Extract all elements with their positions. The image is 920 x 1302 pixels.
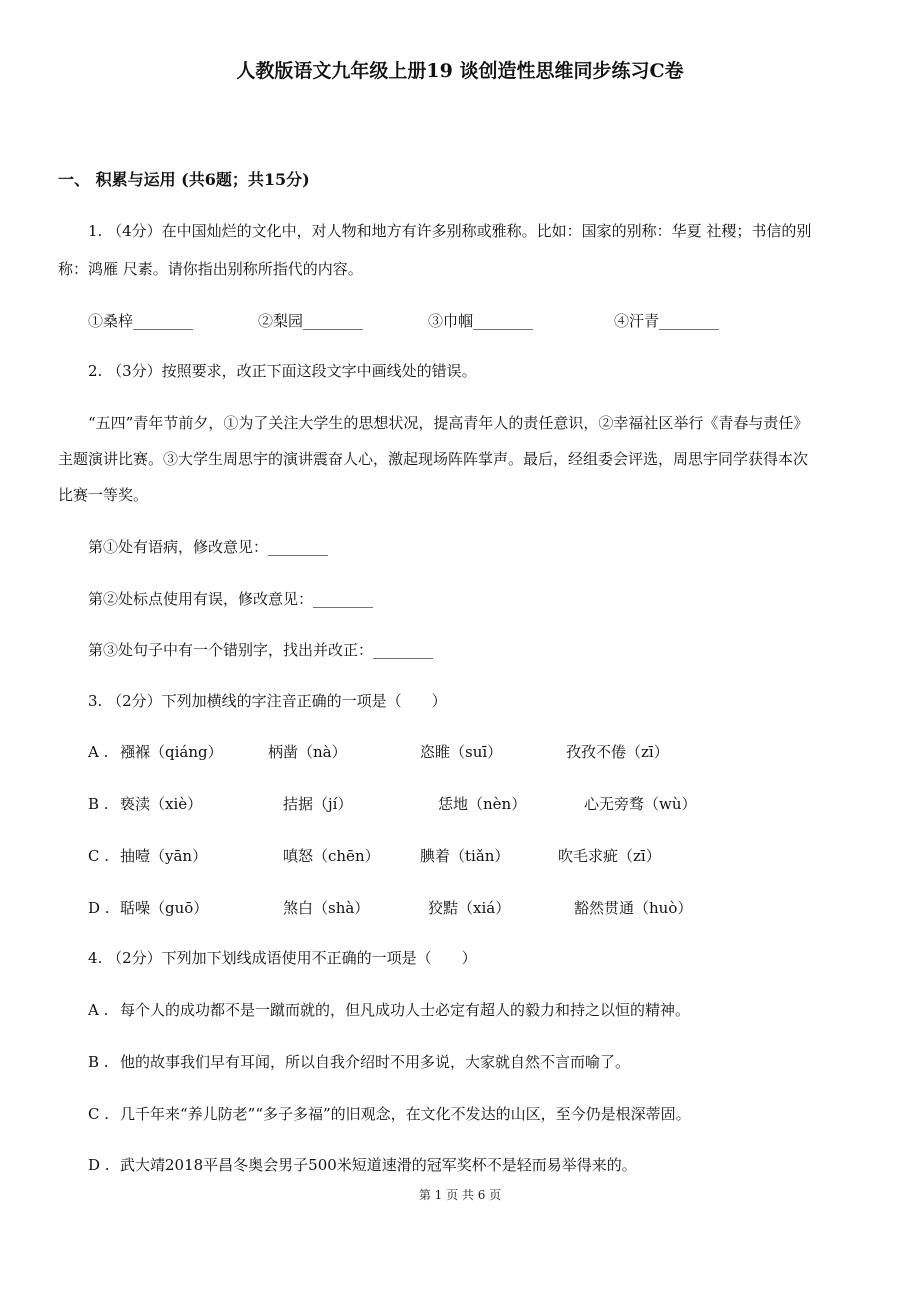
q1-item-3: ③巾帼________ bbox=[428, 312, 534, 330]
q3-option-c-label: C . bbox=[88, 847, 110, 865]
q2-stem: 2. （3分）按照要求，改正下面这段文字中画线处的错误。 bbox=[88, 362, 477, 380]
q1-item-4: ④汗青________ bbox=[614, 312, 720, 330]
q3-option-a-item: 孜孜不倦（zī） bbox=[566, 743, 669, 761]
document-title: 人教版语文九年级上册19 谈创造性思维同步练习C卷 bbox=[236, 60, 684, 82]
q3-stem: 3. （2分）下列加横线的字注音正确的一项是（ ） bbox=[88, 692, 447, 710]
q4-option-b-label: B . bbox=[88, 1053, 109, 1071]
q4-option-a-text: 每个人的成功都不是一蹴而就的，但凡成功人士必定有超人的毅力和持之以恒的精神。 bbox=[120, 1001, 691, 1019]
q2-passage-line2: 主题演讲比赛。③大学生周思宇的演讲震奋人心，激起现场阵阵掌声。最后，经组委会评选，周思宇同学获得本次 bbox=[58, 450, 809, 468]
q1-item-2: ②梨园________ bbox=[258, 312, 364, 330]
q3-option-c-item: 嗔怒（chēn） bbox=[283, 847, 380, 865]
q3-option-c-item: 抽噎（yān） bbox=[120, 847, 208, 865]
q3-option-c-item: 腆着（tiǎn） bbox=[420, 847, 510, 865]
q3-option-a-item: 襁褓（qiáng） bbox=[120, 743, 223, 761]
q4-option-c-label: C . bbox=[88, 1105, 110, 1123]
q2-sub-3: 第③处句子中有一个错别字，找出并改正：________ bbox=[88, 641, 434, 659]
q2-passage-line1: “五四”青年节前夕，①为了关注大学生的思想状况，提高青年人的责任意识，②幸福社区举行《青春与责任》 bbox=[88, 414, 809, 432]
q3-option-d-item: 煞白（shà） bbox=[283, 899, 370, 917]
q4-option-d-label: D . bbox=[88, 1156, 110, 1174]
q4-stem: 4. （2分）下列加下划线成语使用不正确的一项是（ ） bbox=[88, 949, 477, 967]
q2-sub-1: 第①处有语病，修改意见：________ bbox=[88, 538, 329, 556]
q4-option-b-text: 他的故事我们早有耳闻，所以自我介绍时不用多说，大家就自然不言而喻了。 bbox=[120, 1053, 631, 1071]
q3-option-d-item: 豁然贯通（huò） bbox=[574, 899, 693, 917]
q3-option-b-item: 心无旁骛（wù） bbox=[584, 795, 697, 813]
q1-stem-line1: 1. （4分）在中国灿烂的文化中，对人物和地方有许多别称或雅称。比如：国家的别称：华夏 社稷；书信的别 bbox=[88, 222, 812, 240]
q3-option-b-item: 亵渎（xiè） bbox=[120, 795, 203, 813]
q3-option-a-item: 恣睢（suī） bbox=[420, 743, 503, 761]
q2-passage-line3: 比赛一等奖。 bbox=[58, 486, 149, 504]
q4-option-c-text: 几千年来“养儿防老”“多子多福”的旧观念，在文化不发达的山区，至今仍是根深蒂固。 bbox=[120, 1105, 691, 1123]
q3-option-a-label: A . bbox=[88, 743, 109, 761]
q4-option-d-text: 武大靖2018平昌冬奥会男子500米短道速滑的冠军奖杯不是轻而易举得来的。 bbox=[120, 1156, 637, 1174]
page-footer: 第 1 页 共 6 页 bbox=[418, 1188, 502, 1202]
q3-option-b-item: 拮据（jí） bbox=[283, 795, 353, 813]
q3-option-d-item: 狡黠（xiá） bbox=[428, 899, 511, 917]
q3-option-d-label: D . bbox=[88, 899, 110, 917]
q3-option-c-item: 吹毛求疵（zī） bbox=[558, 847, 661, 865]
q1-item-1: ①桑梓________ bbox=[88, 312, 194, 330]
section-heading: 一、 积累与运用 (共6题；共15分) bbox=[58, 170, 310, 189]
q1-stem-line2: 称：鸿雁 尺素。请你指出别称所指代的内容。 bbox=[58, 260, 363, 278]
q3-option-b-item: 恁地（nèn） bbox=[438, 795, 527, 813]
q3-option-a-item: 柄凿（nà） bbox=[268, 743, 347, 761]
q4-option-a-label: A . bbox=[88, 1001, 109, 1019]
q2-sub-2: 第②处标点使用有误，修改意见：________ bbox=[88, 590, 374, 608]
q3-option-b-label: B . bbox=[88, 795, 109, 813]
q3-option-d-item: 聒噪（guō） bbox=[120, 899, 209, 917]
